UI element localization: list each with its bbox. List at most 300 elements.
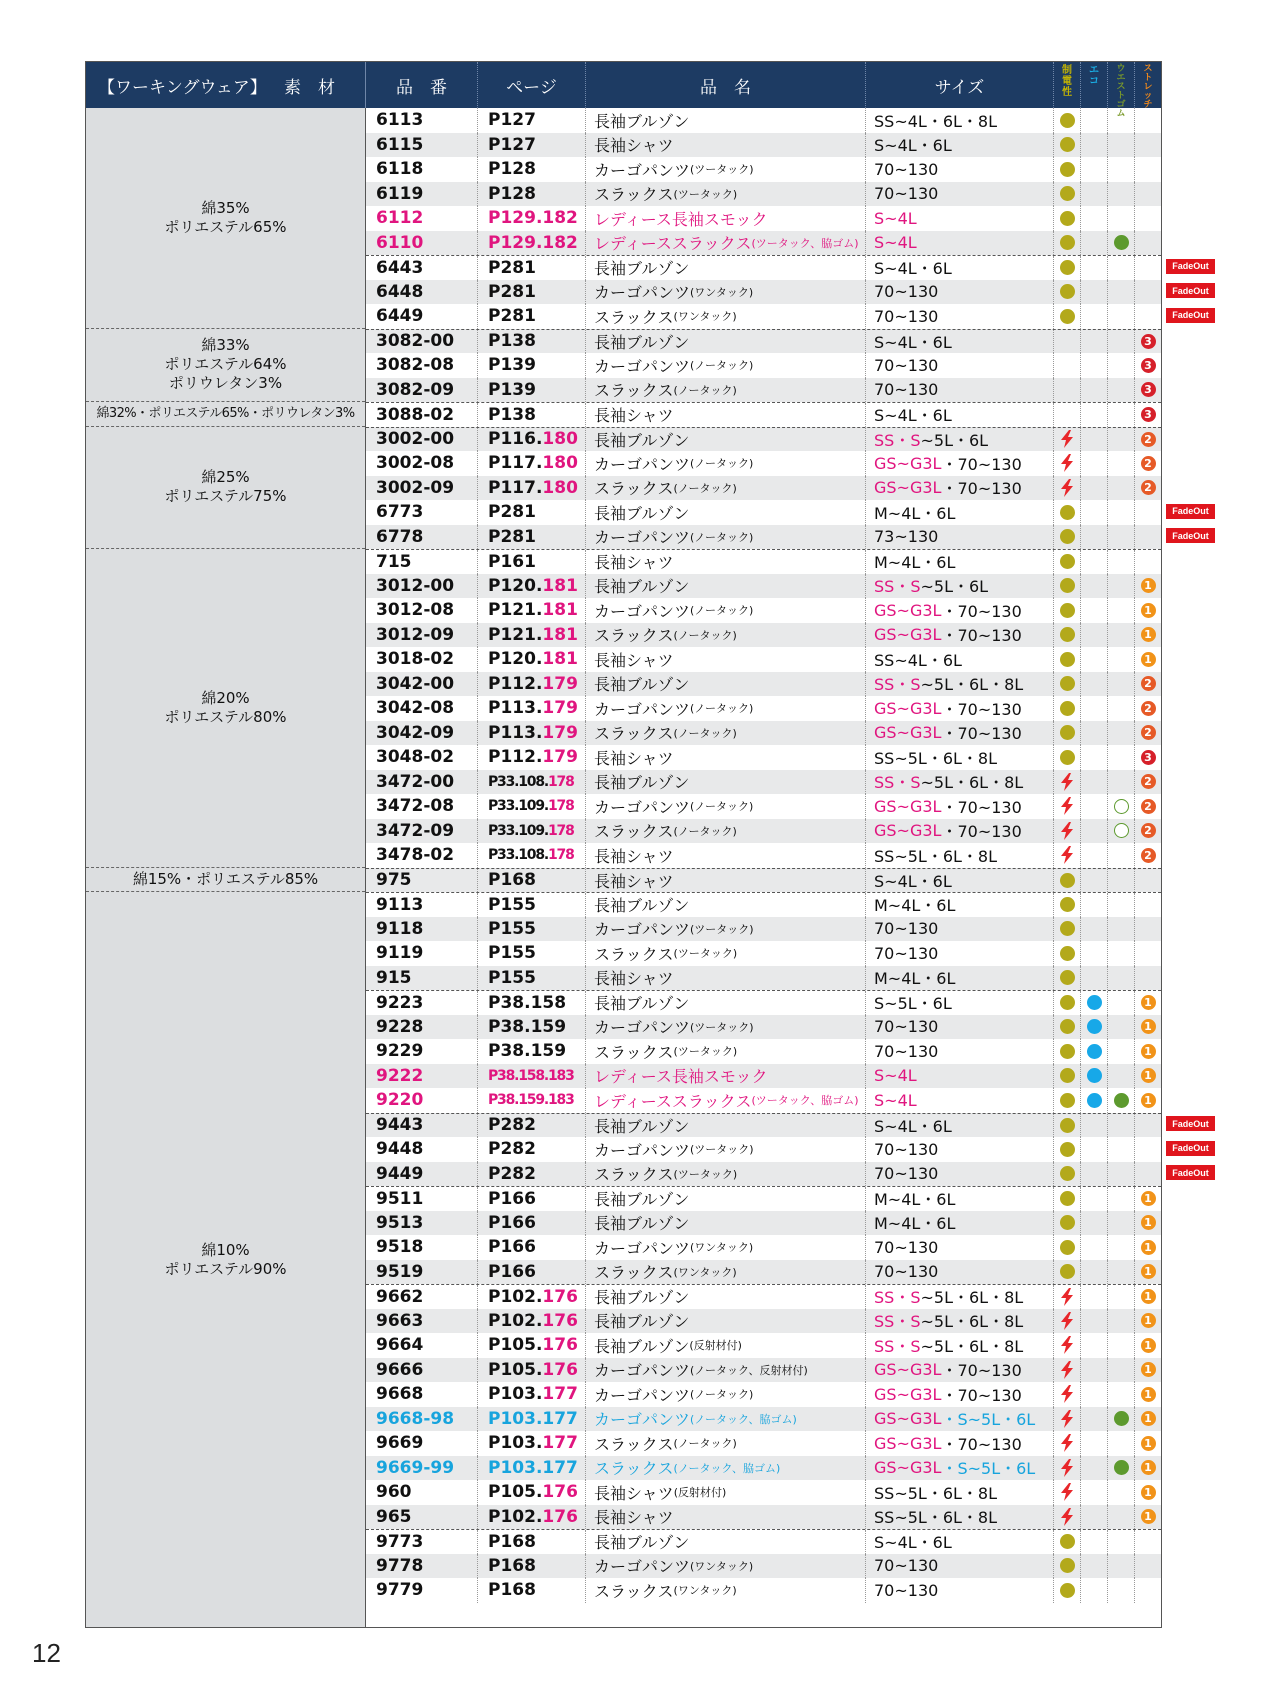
page-ref xyxy=(478,525,586,550)
product-name xyxy=(586,476,866,501)
page-ref xyxy=(478,206,586,231)
marker-cell xyxy=(1054,378,1081,403)
header-material-label: 素 材 xyxy=(284,77,335,98)
marker-cell xyxy=(1054,794,1081,819)
page-ref-main: P166 xyxy=(488,1261,536,1282)
page-ref-main: P120. xyxy=(488,649,543,670)
fadeout-badge: FadeOut xyxy=(1166,308,1215,323)
marker-cell xyxy=(1081,133,1108,158)
page-ref-main: P38.159 xyxy=(488,1016,567,1037)
size-rest: ・70~130 xyxy=(941,724,1022,744)
page-ref xyxy=(478,647,586,672)
product-name xyxy=(586,1162,866,1187)
size-range xyxy=(866,1064,1054,1089)
page-ref xyxy=(478,476,586,501)
size-rest: ・70~130 xyxy=(941,797,1022,817)
page-ref-ladies: 178 xyxy=(548,773,574,790)
size-ladies: GS~G3L xyxy=(874,723,942,743)
page-ref xyxy=(478,1137,586,1162)
product-code: 9773 xyxy=(366,1530,478,1554)
page-ref-ladies: 179 xyxy=(542,747,578,768)
page-ref-main: P155 xyxy=(488,918,536,939)
marker-cell xyxy=(1054,231,1081,256)
product-code: 9778 xyxy=(366,1554,478,1579)
marker-cell xyxy=(1135,941,1161,966)
page-ref-main: P38.158 xyxy=(488,992,567,1013)
product-code: 6443 xyxy=(366,256,478,280)
product-code: 3048-02 xyxy=(366,745,478,770)
size-range xyxy=(866,1333,1054,1358)
size-range xyxy=(866,1554,1054,1579)
fadeout-badge: FadeOut xyxy=(1166,528,1215,543)
size-rest: ・70~130 xyxy=(941,822,1022,842)
stretch-level-2-icon: 2 xyxy=(1141,676,1156,691)
marker-cell xyxy=(1135,623,1161,648)
page-ref-main: P155 xyxy=(488,943,536,964)
product-name-text: スラックス xyxy=(594,381,674,401)
page-ref-main: P139 xyxy=(488,355,536,376)
page-ref xyxy=(478,1211,586,1236)
product-code: 3012-00 xyxy=(366,574,478,599)
material-group: 綿25% ポリエステル75% xyxy=(86,427,365,550)
marker-cell xyxy=(1135,1431,1161,1456)
size-text: M~4L・6L xyxy=(874,553,956,573)
marker-cell xyxy=(1081,525,1108,550)
marker-cell xyxy=(1108,330,1135,354)
table-row xyxy=(366,1309,1161,1334)
product-name-text: スラックス xyxy=(594,307,674,327)
page-ref xyxy=(478,1235,586,1260)
page-ref-main: P138 xyxy=(488,404,536,425)
size-text: S~4L・6L xyxy=(874,871,952,891)
page-ref-main: P103.177 xyxy=(488,1408,578,1429)
size-range xyxy=(866,353,1054,378)
size-range xyxy=(866,1260,1054,1285)
size-rest: ~5L・6L・8L xyxy=(920,1336,1024,1356)
product-name-text: 長袖ブルゾン xyxy=(594,1190,690,1210)
stretch-level-1-icon: 1 xyxy=(1141,627,1156,642)
page-ref xyxy=(478,869,586,893)
product-name-text: カーゴパンツ xyxy=(594,454,691,474)
antistatic-dot-icon xyxy=(1060,946,1075,961)
size-range xyxy=(866,745,1054,770)
product-name-text: スラックス xyxy=(594,1459,674,1479)
product-name-note: (ワンタック) xyxy=(673,1584,737,1598)
marker-cell xyxy=(1054,256,1081,280)
product-code: 975 xyxy=(366,869,478,893)
waist-rubber-ring-icon xyxy=(1114,799,1129,814)
marker-cell xyxy=(1054,1137,1081,1162)
marker-cell xyxy=(1081,843,1108,868)
size-rest: ~5L・6L・8L xyxy=(920,1288,1024,1308)
marker-cell xyxy=(1054,917,1081,942)
page-ref-main: P166 xyxy=(488,1188,536,1209)
marker-cell xyxy=(1081,941,1108,966)
page-ref xyxy=(478,745,586,770)
lightning-icon xyxy=(1059,846,1075,864)
product-name xyxy=(586,574,866,599)
marker-cell xyxy=(1135,843,1161,868)
header-size: サイズ xyxy=(866,62,1054,108)
size-range xyxy=(866,1039,1054,1064)
product-name xyxy=(586,794,866,819)
size-range xyxy=(866,770,1054,795)
size-rest: ・70~130 xyxy=(941,601,1022,621)
marker-cell xyxy=(1108,623,1135,648)
marker-cell xyxy=(1054,819,1081,844)
table-row xyxy=(366,525,1161,550)
marker-cell xyxy=(1135,1235,1161,1260)
antistatic-dot-icon xyxy=(1060,897,1075,912)
product-name xyxy=(586,451,866,476)
product-code: 9449 xyxy=(366,1162,478,1187)
page-ref xyxy=(478,304,586,329)
page-ref-main: P155 xyxy=(488,894,536,915)
antistatic-dot-icon xyxy=(1060,1166,1075,1181)
table-row xyxy=(366,1554,1161,1579)
marker-cell xyxy=(1135,1114,1161,1138)
size-ladies: GS~G3L xyxy=(874,1409,942,1429)
product-code: 9448 xyxy=(366,1137,478,1162)
product-name xyxy=(586,869,866,893)
product-code: 9664 xyxy=(366,1333,478,1358)
product-name xyxy=(586,1137,866,1162)
marker-cell xyxy=(1054,745,1081,770)
marker-cell xyxy=(1054,1333,1081,1358)
size-range xyxy=(866,1309,1054,1334)
marker-cell xyxy=(1108,1578,1135,1603)
antistatic-dot-icon xyxy=(1060,1044,1075,1059)
marker-cell xyxy=(1108,133,1135,158)
product-name-text: カーゴパンツ xyxy=(594,528,691,548)
marker-cell xyxy=(1054,574,1081,599)
eco-dot-icon xyxy=(1087,995,1102,1010)
page-ref xyxy=(478,1187,586,1211)
product-code: 3088-02 xyxy=(366,403,478,427)
size-range xyxy=(866,917,1054,942)
page-ref-main: P166 xyxy=(488,1237,536,1258)
antistatic-dot-icon xyxy=(1060,1093,1075,1108)
page-ref-main: P282 xyxy=(488,1115,536,1136)
product-code: 9220 xyxy=(366,1088,478,1113)
table-row xyxy=(366,500,1161,525)
marker-cell xyxy=(1054,1039,1081,1064)
marker-cell xyxy=(1054,500,1081,525)
fadeout-badge: FadeOut xyxy=(1166,1116,1215,1131)
product-name xyxy=(586,1407,866,1432)
stretch-level-1-icon: 1 xyxy=(1141,1411,1156,1426)
marker-cell xyxy=(1135,917,1161,942)
marker-cell xyxy=(1081,1211,1108,1236)
size-text: 70~130 xyxy=(874,380,939,400)
antistatic-dot-icon xyxy=(1060,701,1075,716)
size-range xyxy=(866,843,1054,868)
product-name xyxy=(586,1480,866,1505)
product-name xyxy=(586,1456,866,1481)
table-row xyxy=(366,353,1161,378)
marker-cell xyxy=(1135,304,1161,329)
product-code: 9668-98 xyxy=(366,1407,478,1432)
page-ref-main: P112. xyxy=(488,747,543,768)
marker-cell xyxy=(1054,206,1081,231)
size-range xyxy=(866,182,1054,207)
table-row xyxy=(366,206,1161,231)
lightning-icon xyxy=(1059,773,1075,791)
page-ref xyxy=(478,917,586,942)
product-name-text: カーゴパンツ xyxy=(594,920,691,940)
stretch-level-1-icon: 1 xyxy=(1141,1264,1156,1279)
size-text: M~4L・6L xyxy=(874,969,956,989)
product-name-text: 長袖ブルゾン xyxy=(594,430,690,450)
marker-cell xyxy=(1054,893,1081,917)
marker-cell xyxy=(1081,672,1108,697)
table-row xyxy=(366,1505,1161,1530)
product-name-note: (ワンタック) xyxy=(673,310,737,324)
size-text: S~4L・6L xyxy=(874,332,952,352)
size-text: S~4L xyxy=(874,233,917,253)
stretch-level-1-icon: 1 xyxy=(1141,578,1156,593)
size-text: S~5L・6L xyxy=(874,994,952,1014)
product-name xyxy=(586,672,866,697)
table-row xyxy=(366,1578,1161,1603)
page-ref xyxy=(478,108,586,133)
marker-cell xyxy=(1081,1407,1108,1432)
marker-cell xyxy=(1108,1162,1135,1187)
page-ref xyxy=(478,1358,586,1383)
page-ref-main: P33.108. xyxy=(488,773,549,790)
page-ref xyxy=(478,1505,586,1530)
product-name-text: 長袖シャツ xyxy=(594,553,674,573)
size-text: SS~5L・6L・8L xyxy=(874,1483,998,1503)
header-category: 【ワーキングウェア】 xyxy=(98,77,267,98)
product-code: 9668 xyxy=(366,1382,478,1407)
marker-cell xyxy=(1054,966,1081,991)
size-text: M~4L・6L xyxy=(874,1190,956,1210)
marker-cell xyxy=(1135,451,1161,476)
fadeout-badge: FadeOut xyxy=(1166,1165,1215,1180)
product-code: 9669 xyxy=(366,1431,478,1456)
size-ladies: GS~G3L xyxy=(874,1458,942,1478)
marker-cell xyxy=(1081,280,1108,305)
antistatic-dot-icon xyxy=(1060,309,1075,324)
size-range xyxy=(866,378,1054,403)
product-code: 9518 xyxy=(366,1235,478,1260)
stretch-level-1-icon: 1 xyxy=(1141,652,1156,667)
size-range xyxy=(866,598,1054,623)
size-range xyxy=(866,966,1054,991)
product-name-text: スラックス xyxy=(594,724,674,744)
antistatic-dot-icon xyxy=(1060,676,1075,691)
antistatic-dot-icon xyxy=(1060,1142,1075,1157)
marker-cell xyxy=(1054,1456,1081,1481)
product-name-note: (ツータック) xyxy=(690,1143,754,1157)
marker-cell xyxy=(1054,1309,1081,1334)
material-group: 綿15%・ポリエステル85% xyxy=(86,868,365,893)
material-group: 綿10% ポリエステル90% xyxy=(86,892,365,1627)
marker-cell xyxy=(1108,1211,1135,1236)
page-ref xyxy=(478,893,586,917)
marker-cell xyxy=(1135,378,1161,403)
marker-cell xyxy=(1135,893,1161,917)
product-code: 6119 xyxy=(366,182,478,207)
antistatic-dot-icon xyxy=(1060,725,1075,740)
lightning-icon xyxy=(1059,1336,1075,1354)
stretch-level-1-icon: 1 xyxy=(1141,995,1156,1010)
stretch-level-2-icon: 2 xyxy=(1141,701,1156,716)
table-row xyxy=(366,843,1161,868)
marker-cell xyxy=(1108,1309,1135,1334)
marker-cell xyxy=(1081,1382,1108,1407)
product-code: 3472-00 xyxy=(366,770,478,795)
marker-cell xyxy=(1108,1431,1135,1456)
size-range xyxy=(866,157,1054,182)
marker-cell xyxy=(1081,1187,1108,1211)
fadeout-badge: FadeOut xyxy=(1166,283,1215,298)
page-ref xyxy=(478,672,586,697)
product-name-text: 長袖ブルゾン xyxy=(594,896,690,916)
size-text: 70~130 xyxy=(874,1017,939,1037)
marker-cell xyxy=(1135,1456,1161,1481)
page-ref xyxy=(478,966,586,991)
size-range xyxy=(866,525,1054,550)
marker-cell xyxy=(1135,869,1161,893)
lightning-icon xyxy=(1059,454,1075,472)
size-range xyxy=(866,256,1054,280)
product-code: 6449 xyxy=(366,304,478,329)
antistatic-dot-icon xyxy=(1060,578,1075,593)
marker-cell xyxy=(1108,451,1135,476)
product-name xyxy=(586,1382,866,1407)
page-ref xyxy=(478,451,586,476)
product-name-text: 長袖シャツ xyxy=(594,846,674,866)
size-text: S~4L・6L xyxy=(874,1533,952,1553)
marker-cell xyxy=(1081,991,1108,1015)
table-row xyxy=(366,623,1161,648)
page-ref-main: P138 xyxy=(488,331,536,352)
size-text: 70~130 xyxy=(874,1580,939,1600)
page-ref-main: P38.158. xyxy=(488,1067,549,1084)
size-text: 70~130 xyxy=(874,1139,939,1159)
page-ref xyxy=(478,1333,586,1358)
antistatic-dot-icon xyxy=(1060,137,1075,152)
table-row xyxy=(366,868,1161,893)
page-ref xyxy=(478,1162,586,1187)
marker-cell xyxy=(1108,1235,1135,1260)
table-row xyxy=(366,1235,1161,1260)
product-name-note: (ノータック) xyxy=(690,800,754,814)
marker-cell xyxy=(1054,1578,1081,1603)
marker-cell xyxy=(1054,353,1081,378)
marker-cell xyxy=(1108,1114,1135,1138)
size-text: S~4L xyxy=(874,1066,917,1086)
page-ref-ladies: 176 xyxy=(542,1286,578,1307)
marker-cell xyxy=(1081,378,1108,403)
table-row xyxy=(366,721,1161,746)
product-name-text: カーゴパンツ xyxy=(594,601,691,621)
table-row xyxy=(366,1358,1161,1383)
product-code: 9113 xyxy=(366,893,478,917)
antistatic-dot-icon xyxy=(1060,1068,1075,1083)
stretch-level-1-icon: 1 xyxy=(1141,1191,1156,1206)
product-code: 3472-08 xyxy=(366,794,478,819)
product-name-text: カーゴパンツ xyxy=(594,1140,691,1160)
page-ref-main: P168 xyxy=(488,870,536,891)
marker-cell xyxy=(1081,1015,1108,1040)
marker-cell xyxy=(1135,1015,1161,1040)
product-code: 3042-08 xyxy=(366,696,478,721)
page-ref-main: P281 xyxy=(488,502,536,523)
header-waist-rubber: ウ エ ス ト ゴ ム xyxy=(1108,62,1135,108)
marker-cell xyxy=(1135,1358,1161,1383)
marker-cell xyxy=(1081,231,1108,256)
product-name xyxy=(586,1211,866,1236)
product-name-text: カーゴパンツ xyxy=(594,1385,691,1405)
table-row xyxy=(366,476,1161,501)
marker-cell xyxy=(1081,721,1108,746)
marker-cell xyxy=(1108,1088,1135,1113)
marker-cell xyxy=(1081,550,1108,574)
page-ref xyxy=(478,941,586,966)
marker-cell xyxy=(1108,182,1135,207)
product-name xyxy=(586,206,866,231)
product-code: 6118 xyxy=(366,157,478,182)
header-eco: エ コ xyxy=(1081,62,1108,108)
lightning-icon xyxy=(1059,1434,1075,1452)
marker-cell xyxy=(1135,598,1161,623)
size-text: 70~130 xyxy=(874,184,939,204)
marker-cell xyxy=(1108,256,1135,280)
marker-cell xyxy=(1054,550,1081,574)
size-range xyxy=(866,1187,1054,1211)
marker-cell xyxy=(1081,696,1108,721)
product-code: 3042-00 xyxy=(366,672,478,697)
size-range xyxy=(866,108,1054,133)
page-ref xyxy=(478,157,586,182)
page-ref xyxy=(478,1088,586,1113)
size-text: SS~5L・6L・8L xyxy=(874,748,998,768)
waist-rubber-dot-icon xyxy=(1114,1411,1129,1426)
size-text: S~4L xyxy=(874,1090,917,1110)
size-rest: ・70~130 xyxy=(941,454,1022,474)
size-range xyxy=(866,500,1054,525)
marker-cell xyxy=(1135,1480,1161,1505)
lightning-icon xyxy=(1059,1312,1075,1330)
marker-cell xyxy=(1135,206,1161,231)
marker-cell xyxy=(1135,428,1161,452)
product-name-note: (ワンタック) xyxy=(673,1265,737,1279)
table-row xyxy=(366,549,1161,574)
page-ref xyxy=(478,696,586,721)
size-range xyxy=(866,1137,1054,1162)
marker-cell xyxy=(1081,476,1108,501)
product-name-text: カーゴパンツ xyxy=(594,1410,691,1430)
product-name xyxy=(586,182,866,207)
marker-cell xyxy=(1135,1309,1161,1334)
page-ref-main: P33.109. xyxy=(488,822,549,839)
page-ref-main: P117. xyxy=(488,477,543,498)
lightning-icon xyxy=(1059,822,1075,840)
size-range xyxy=(866,647,1054,672)
table-row xyxy=(366,1260,1161,1285)
table-row xyxy=(366,1186,1161,1211)
page-ref xyxy=(478,1431,586,1456)
product-code: 915 xyxy=(366,966,478,991)
size-range xyxy=(866,1578,1054,1603)
marker-cell xyxy=(1054,476,1081,501)
page-ref-main: P281 xyxy=(488,526,536,547)
size-range xyxy=(866,428,1054,452)
stretch-level-1-icon: 1 xyxy=(1141,1338,1156,1353)
